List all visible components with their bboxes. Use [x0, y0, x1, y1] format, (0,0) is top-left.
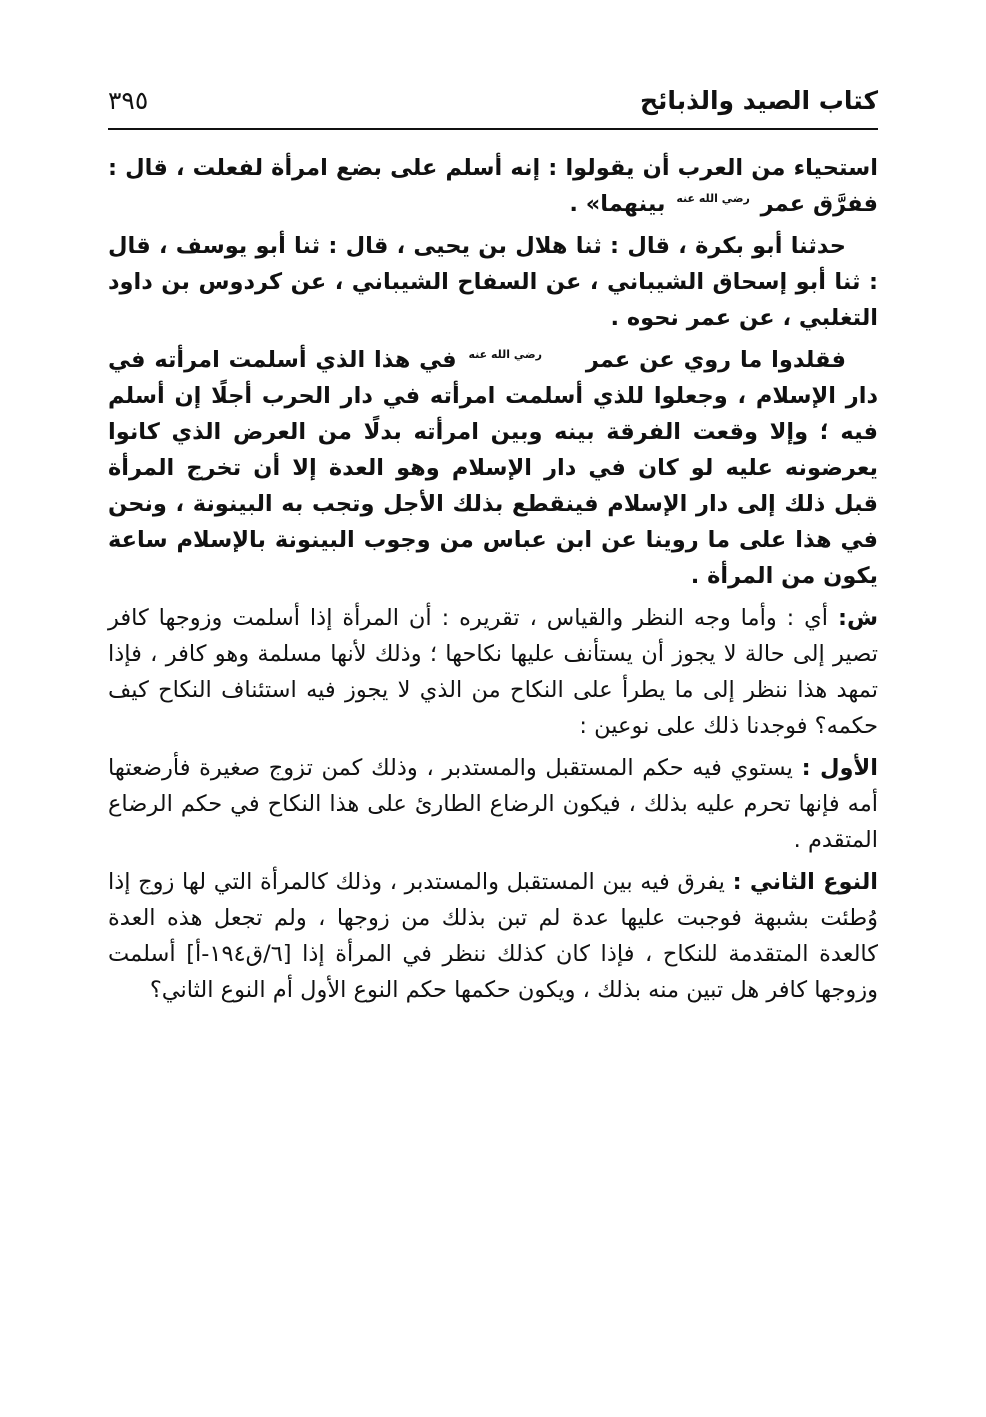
book-title: كتاب الصيد والذبائح: [639, 86, 878, 115]
paragraph-4: [108, 600, 878, 744]
paragraph-6: [108, 864, 878, 1008]
section-label: النوع الثاني :: [732, 869, 878, 895]
paragraph-text: حدثنا أبو بكرة ، قال : ثنا هلال بن يحيى ، قال : ثنا أبو يوسف ، قال : ثنا أبو إسحاق الشيباني ، عن السفاح الشيباني ، عن كردوس بن داود التغلبي ، عن عمر نحوه .: [108, 233, 878, 331]
running-header: [108, 84, 878, 120]
section-label: الأول :: [801, 755, 878, 781]
paragraph-text: في هذا الذي أسلمت امرأته في دار الإسلام ، وجعلوا للذي أسلمت امرأته في دار الحرب أجلًا إن أسلم فيه ؛ وإلا وقعت الفرقة بينه وبين امرأته بدلًا من العرض الذي كانوا يعرضونه عليه لو كان في دار الإسلام وهو العدة إلا أن تخرج المرأة قبل ذلك إلى دار الإسلام فينقطع بذلك الأجل وتجب به البينونة ، ونحن في هذا على ما روينا عن ابن عباس من وجوب البينونة بالإسلام ساعة يكون من المرأة .: [108, 347, 878, 589]
page-body: [108, 150, 878, 1014]
honorific-symbol: رضي الله عنه: [676, 192, 750, 205]
page-number: ٣٩٥: [108, 86, 149, 115]
honorific-symbol: رضي الله عنه: [468, 348, 542, 361]
paragraph-text: فقلدوا ما روي عن عمر: [585, 347, 846, 373]
paragraph-1: [108, 150, 878, 222]
manuscript-reference: [٦/ق١٩٤-أ]: [186, 941, 292, 967]
paragraph-text: استحياء من العرب أن يقولوا : إنه أسلم على بضع امرأة لفعلت ، قال : ففرَّق عمر: [108, 155, 878, 217]
paragraph-3: [108, 342, 878, 594]
paragraph-text: يفرق فيه بين المستقبل والمستدبر ، وذلك كالمرأة التي لها زوج إذا وُطئت بشبهة فوجبت عليها عدة لم تبن بذلك من زوجها ، ولم تجعل هذه العدة كالعدة المتقدمة للنكاح ، فإذا كان كذلك ننظر في المرأة إذا: [108, 869, 878, 967]
paragraph-2: [108, 228, 878, 336]
paragraph-text: أسلمت وزوجها كافر هل تبين منه بذلك ، ويكون حكمها حكم النوع الأول أم النوع الثاني؟: [108, 941, 878, 1003]
commentary-label: ش:: [837, 605, 878, 631]
header-divider: [108, 128, 878, 130]
paragraph-text: بينهما» .: [569, 191, 666, 217]
paragraph-5: [108, 750, 878, 858]
paragraph-text: يستوي فيه حكم المستقبل والمستدبر ، وذلك كمن تزوج صغيرة فأرضعتها أمه فإنها تحرم عليه بذلك ، فيكون الرضاع الطارئ على هذا النكاح في حكم الرضاع المتقدم .: [108, 755, 878, 853]
paragraph-text: أي : وأما وجه النظر والقياس ، تقريره : أن المرأة إذا أسلمت وزوجها كافر تصير إلى حالة لا يجوز أن يستأنف عليها نكاحها ؛ وذلك لأنها مسلمة وهو كافر ، فإذا تمهد هذا ننظر إلى ما يطرأ على النكاح من الذي لا يجوز فيه استئناف النكاح كيف حكمه؟ فوجدنا ذلك على نوعين :: [108, 605, 878, 739]
